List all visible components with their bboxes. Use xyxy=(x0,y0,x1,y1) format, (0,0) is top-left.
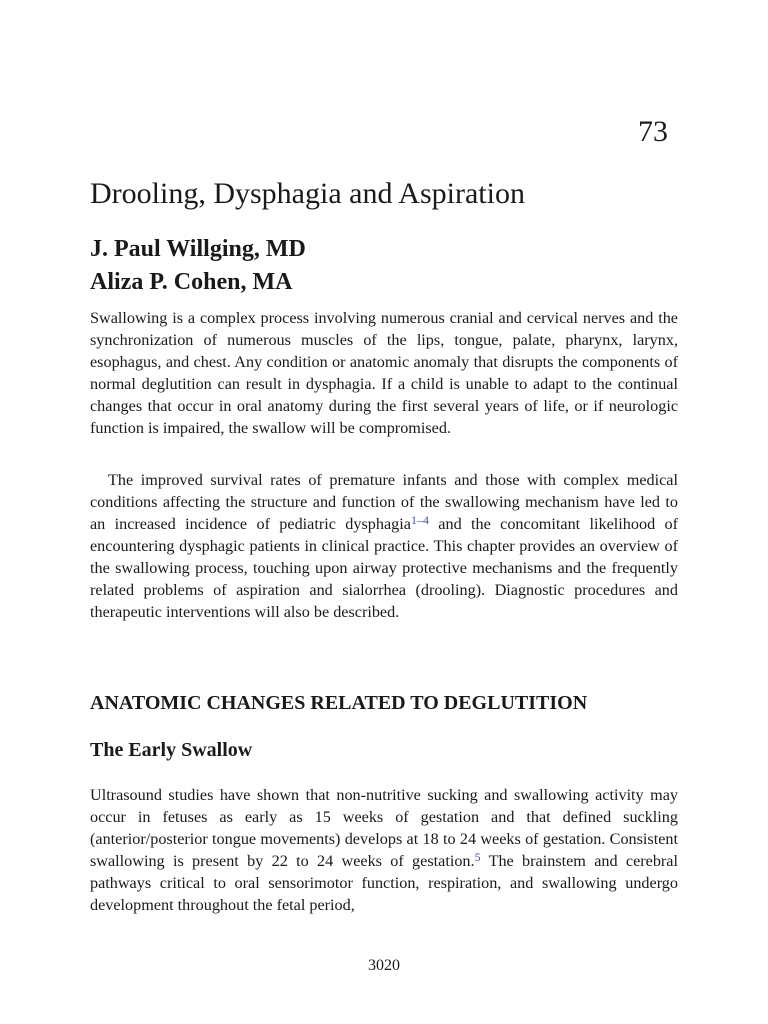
paragraph-text: Ultrasound studies have shown that non-nutritive sucking and swallowing activity may occur in fetuses as early as 15 weeks of gestation and that defined suckling (anterior/posterior tongue movements) develops at 18 to 24 weeks of gestation. Consistent swallowing is present by 22 to 24 weeks of gestation. xyxy=(90,786,678,870)
author-name: Aliza P. Cohen, MA xyxy=(90,269,293,295)
paragraph-survival-rates xyxy=(90,469,678,623)
document-page xyxy=(90,0,678,1024)
chapter-title: Drooling, Dysphagia and Aspiration xyxy=(90,177,525,210)
author-name: J. Paul Willging, MD xyxy=(90,236,306,262)
subsection-heading: The Early Swallow xyxy=(90,739,253,761)
paragraph-ultrasound xyxy=(90,784,678,916)
page-number: 3020 xyxy=(368,957,400,974)
reference-link[interactable]: 5 xyxy=(474,850,481,864)
reference-link[interactable]: 1–4 xyxy=(410,513,429,527)
section-heading: ANATOMIC CHANGES RELATED TO DEGLUTITION xyxy=(90,692,588,714)
paragraph-text: and the concomitant likelihood of encountering dysphagic patients in clinical practice. This chapter provides an overview of the swallowing process, touching upon airway protective mechanisms and the frequently related problems of aspiration and sialorrhea (drooling). Diagnostic procedures and therapeutic interventions will also be described. xyxy=(90,515,678,621)
author-list xyxy=(90,233,306,299)
chapter-number: 73 xyxy=(638,115,668,148)
paragraph-text: The improved survival rates of premature infants and those with complex medical conditions affecting the structure and function of the swallowing mechanism have led to an increased incidence of pediatric dysphagia xyxy=(90,471,678,533)
paragraph-intro: Swallowing is a complex process involving numerous cranial and cervical nerves and the synchronization of numerous muscles of the lips, tongue, palate, pharynx, larynx, esophagus, and chest. Any condition or anatomic anomaly that disrupts the components of normal deglutition can result in dysphagia. If a child is unable to adapt to the continual changes that occur in oral anatomy during the first several years of life, or if neurologic function is impaired, the swallow will be compromised. xyxy=(90,309,678,437)
paragraph-text: The brainstem and cerebral pathways critical to oral sensorimotor function, respiration, and swallowing undergo development throughout the fetal period, xyxy=(90,852,678,914)
